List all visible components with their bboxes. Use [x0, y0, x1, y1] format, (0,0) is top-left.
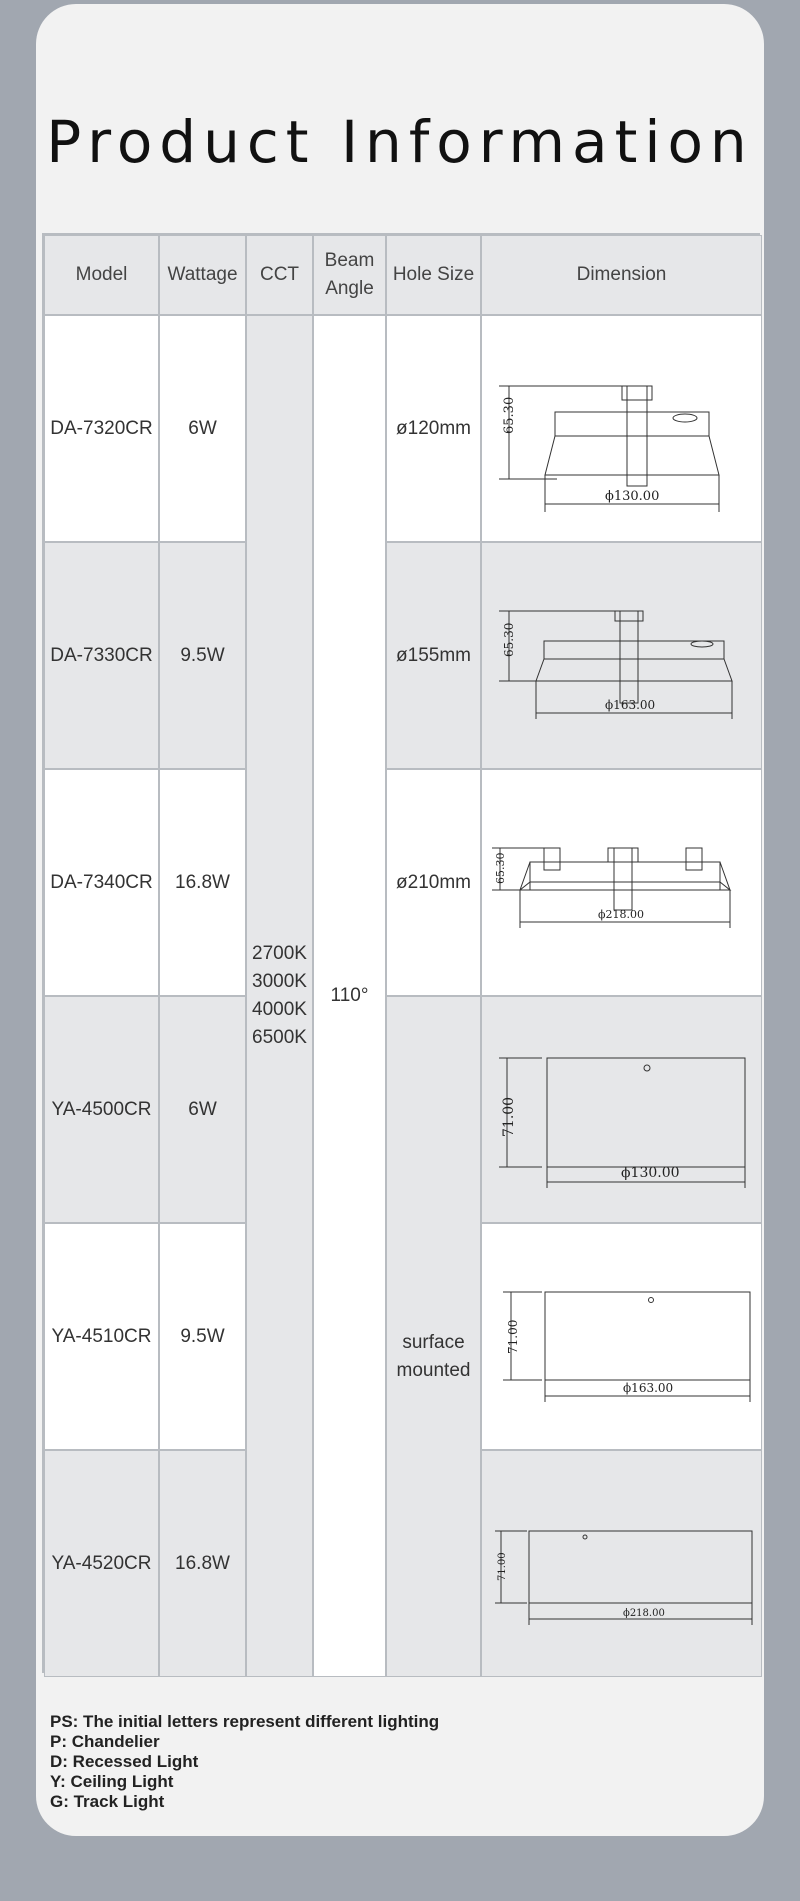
header-wattage: Wattage	[159, 235, 246, 315]
cct-value: 6500K	[252, 1027, 307, 1048]
recessed-light-drawing	[487, 581, 757, 731]
note-line: Y: Ceiling Light	[50, 1772, 174, 1791]
header-model: Model	[44, 235, 159, 315]
recessed-light-drawing	[487, 344, 757, 514]
header-hole-size: Hole Size	[386, 235, 481, 315]
note-line: PS: The initial letters represent different lighting	[50, 1712, 440, 1731]
beam-angle-cell: 110°	[313, 315, 386, 1677]
model-cell: DA-7340CR	[44, 769, 159, 996]
header-dimension: Dimension	[481, 235, 762, 315]
diameter-label: ϕ218.00	[622, 1607, 665, 1619]
recessed-light-drawing	[486, 818, 758, 948]
hole-size-cell: ø120mm	[386, 315, 481, 542]
wattage-cell: 6W	[159, 996, 246, 1223]
header-cct: CCT	[246, 235, 313, 315]
page-title: Product Information	[46, 108, 754, 176]
height-label: 71.00	[500, 1096, 517, 1137]
dimension-drawing	[481, 1223, 762, 1450]
ceiling-light-drawing	[487, 1262, 757, 1412]
cct-cell	[246, 315, 313, 1677]
height-label: 65.30	[501, 622, 516, 657]
dimension-drawing	[481, 769, 762, 996]
cct-value: 2700K	[252, 943, 307, 964]
note-line: P: Chandelier	[50, 1732, 160, 1751]
diameter-label: ϕ218.00	[597, 907, 644, 921]
height-label: 65.30	[501, 396, 517, 434]
hole-size-surface-mounted: surface mounted	[386, 996, 481, 1677]
wattage-cell: 16.8W	[159, 1450, 246, 1677]
dimension-drawing	[481, 996, 762, 1223]
height-label: 65.30	[493, 852, 507, 884]
note-line: D: Recessed Light	[50, 1752, 199, 1771]
dimension-drawing	[481, 542, 762, 769]
wattage-cell: 9.5W	[159, 542, 246, 769]
model-cell: YA-4510CR	[44, 1223, 159, 1450]
cct-value: 4000K	[252, 999, 307, 1020]
height-label: 71.00	[505, 1319, 520, 1354]
model-cell: DA-7320CR	[44, 315, 159, 542]
wattage-cell: 9.5W	[159, 1223, 246, 1450]
ceiling-light-drawing	[487, 1025, 757, 1195]
hole-size-cell: ø155mm	[386, 542, 481, 769]
model-cell: YA-4500CR	[44, 996, 159, 1223]
height-label: 71.00	[496, 1551, 508, 1581]
lighting-notes	[50, 1712, 439, 1812]
diameter-label: ϕ163.00	[622, 1380, 673, 1395]
note-line: G: Track Light	[50, 1792, 165, 1811]
product-table	[42, 233, 760, 1673]
diameter-label: ϕ130.00	[620, 1164, 680, 1181]
wattage-cell: 6W	[159, 315, 246, 542]
diameter-label: ϕ163.00	[604, 697, 655, 712]
wattage-cell: 16.8W	[159, 769, 246, 996]
model-cell: DA-7330CR	[44, 542, 159, 769]
diameter-label: ϕ130.00	[604, 488, 659, 504]
ceiling-light-drawing	[487, 1499, 757, 1629]
header-beam-angle: Beam Angle	[313, 235, 386, 315]
hole-size-cell: ø210mm	[386, 769, 481, 996]
model-cell: YA-4520CR	[44, 1450, 159, 1677]
dimension-drawing	[481, 1450, 762, 1677]
dimension-drawing	[481, 315, 762, 542]
cct-value: 3000K	[252, 971, 307, 992]
